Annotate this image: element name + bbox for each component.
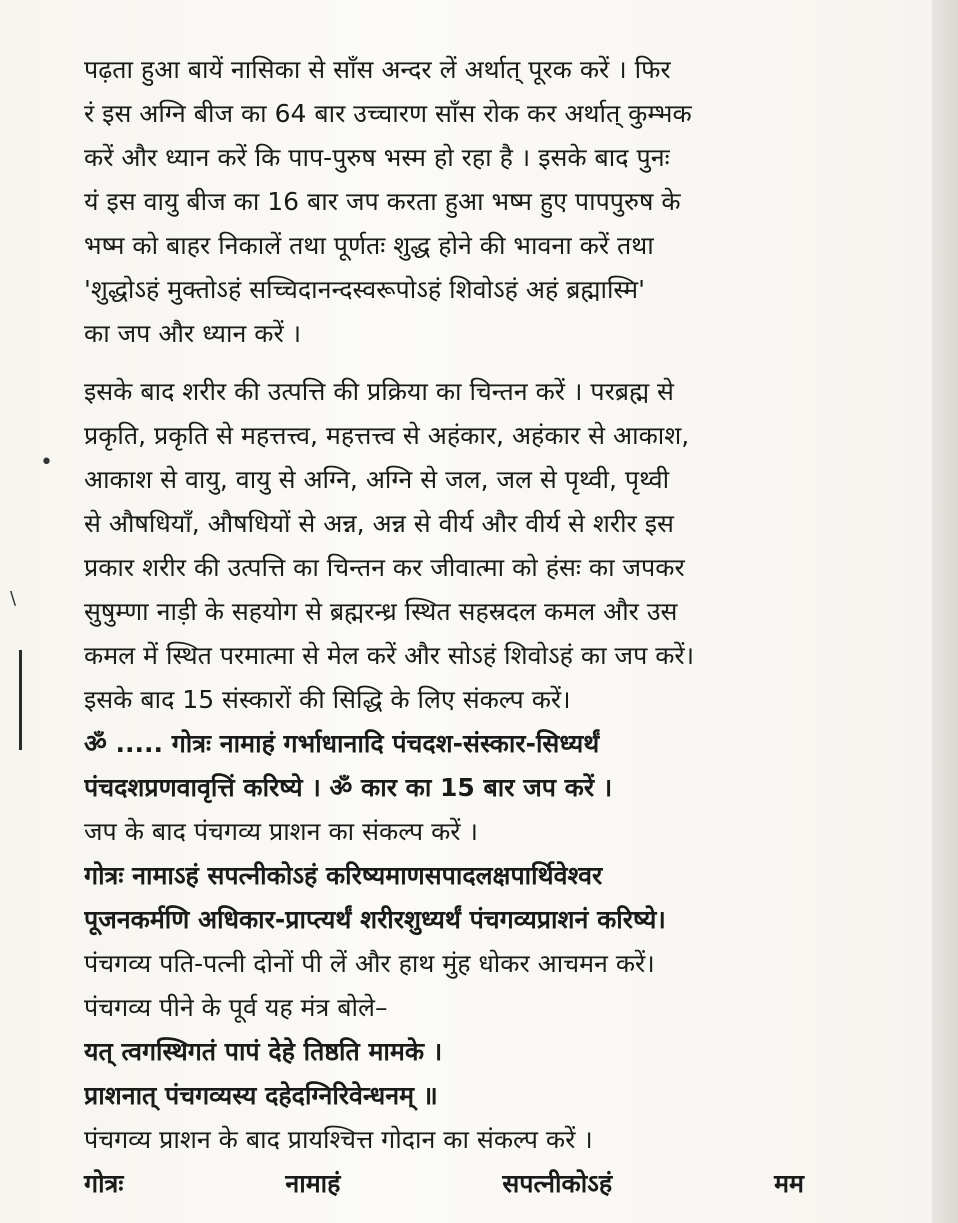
mantra-line: प्राशनात् पंचगव्यस्य दहेदग्निरिवेन्धनम् ॥ (84, 1081, 438, 1110)
note-2-line: पंचगव्य पीने के पूर्व यह मंत्र बोले– (84, 993, 388, 1022)
margin-stroke-mark: \ (10, 588, 17, 609)
paragraph-1-line: भष्म को बाहर निकालें तथा पूर्णतः शुद्ध होने की भावना करें तथा (84, 231, 654, 260)
sankalp-2-line: गोत्रः नामाऽहं सपत्नीकोऽहं करिष्यमाणसपादलक्षपार्थिवेश्वर (84, 861, 603, 890)
paragraph-2-line: प्रकृति, प्रकृति से महत्तत्त्व, महत्तत्त्व से अहंकार, अहंकार से आकाश, (84, 421, 690, 450)
margin-dot-mark: • (40, 450, 53, 475)
sankalp-2-line: पूजनकर्मणि अधिकार-प्राप्त्यर्थं शरीरशुध्यर्थं पंचगव्यप्राशनं करिष्ये। (84, 905, 666, 934)
paragraph-2-line: इसके बाद 15 संस्कारों की सिद्धि के लिए संकल्प करें। (84, 685, 571, 714)
page-text (84, 54, 814, 1199)
note-2-line: पंचगव्य पति-पत्नी दोनों पी लें और हाथ मुंह धोकर आचमन करें। (84, 949, 655, 978)
paragraph-1-line: 'शुद्धोऽहं मुक्तोऽहं सच्चिदानन्दस्वरूपोऽहं शिवोऽहं अहं ब्रह्मास्मि' (84, 275, 645, 304)
note-2 (84, 948, 814, 1036)
mantra (84, 1036, 814, 1124)
sankalp-2 (84, 860, 814, 948)
paragraph-1-line: करें और ध्यान करें कि पाप-पुरुष भस्म हो रहा है । इसके बाद पुनः (84, 143, 670, 172)
margin-rule (19, 650, 22, 750)
paragraph-1-line: यं इस वायु बीज का 16 बार जप करता हुआ भष्म हुए पापपुरुष के (84, 187, 681, 216)
sankalp-1 (84, 728, 814, 816)
paragraph-2-line: इसके बाद शरीर की उत्पत्ति की प्रक्रिया का चिन्तन करें । परब्रह्म से (84, 377, 674, 406)
sankalp-1-line: पंचदशप्रणवावृत्तिं करिष्ये । ॐ कार का 15 बार जप करें । (84, 773, 613, 802)
last-line (84, 1168, 814, 1199)
paragraph-2-line: सुषुम्णा नाड़ी के सहयोग से ब्रह्मरन्ध्र स्थित सहस्रदल कमल और उस (84, 597, 678, 626)
paragraph-2-line: आकाश से वायु, वायु से अग्नि, अग्नि से जल, जल से पृथ्वी, पृथ्वी (84, 465, 670, 494)
paragraph-1-line: का जप और ध्यान करें । (84, 319, 302, 348)
note-3: पंचगव्य प्राशन के बाद प्रायश्चित्त गोदान का संकल्प करें । (84, 1125, 593, 1154)
paragraph-2-line: से औषधियाँ, औषधियों से अन्न, अन्न से वीर्य और वीर्य से शरीर इस (84, 509, 674, 538)
note-1: जप के बाद पंचगव्य प्राशन का संकल्प करें । (84, 817, 478, 846)
paragraph-1-line: रं इस अग्नि बीज का 64 बार उच्चारण साँस रोक कर अर्थात् कुम्भक (84, 99, 692, 128)
last-line-gotra: गोत्रः (84, 1169, 124, 1198)
last-line-mam: मम (774, 1169, 804, 1198)
mantra-line: यत् त्वगस्थिगतं पापं देहे तिष्ठति मामके । (84, 1037, 443, 1066)
paragraph-2 (84, 376, 814, 728)
paragraph-1-line: पढ़ता हुआ बायें नासिका से साँस अन्दर लें अर्थात् पूरक करें । फिर (84, 55, 671, 84)
paragraph-1 (84, 54, 814, 362)
page-edge-shadow (932, 0, 958, 1223)
last-line-sapatniko: सपत्नीकोऽहं (502, 1169, 613, 1198)
paragraph-2-line: कमल में स्थित परमात्मा से मेल करें और सोऽहं शिवोऽहं का जप करें। (84, 641, 695, 670)
sankalp-1-line: ॐ ..... गोत्रः नामाहं गर्भाधानादि पंचदश-संस्कार-सिध्यर्थं (84, 729, 600, 758)
paragraph-2-line: प्रकार शरीर की उत्पत्ति का चिन्तन कर जीवात्मा को हंसः का जपकर (84, 553, 685, 582)
last-line-naamaham: नामाहं (285, 1169, 341, 1198)
